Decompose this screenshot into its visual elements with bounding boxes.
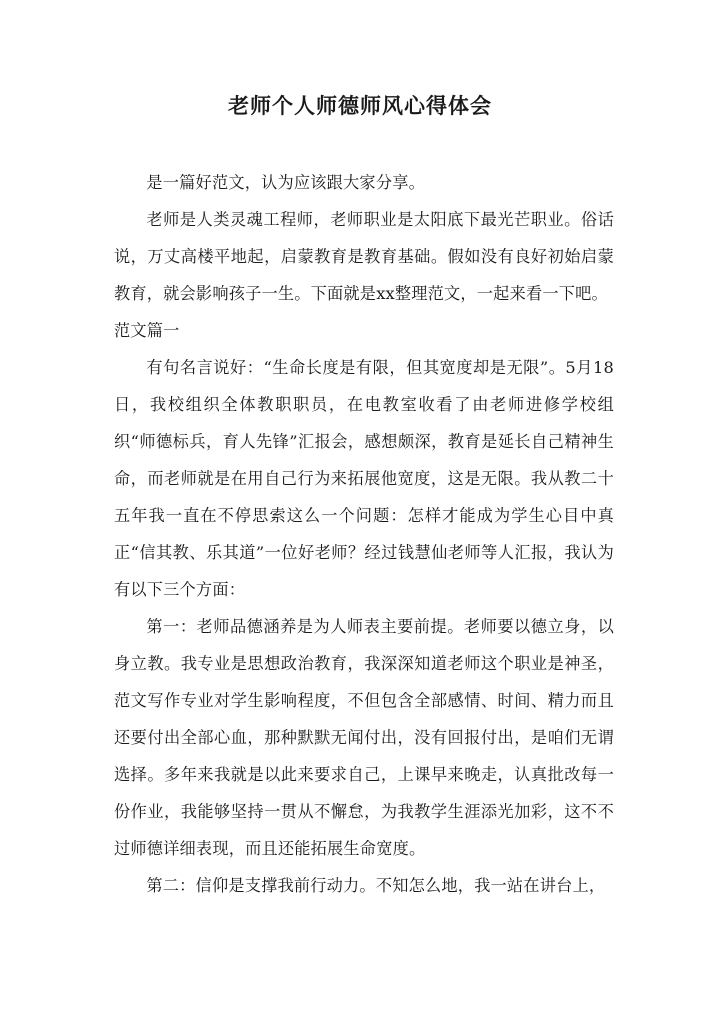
section-heading: 范文篇一 [114,321,180,340]
paragraph-quote: 有句名言说好：“生命长度是有限，但其宽度却是无限”。5月18日，我校组织全体教职职员，在电教室收看了由老师进修学校组织“师德标兵，育人先锋”汇报会，感想颇深，教育是延长自己精神生命，而老师就是在用自己行为来拓展他宽度，这是无限。我从教二十五年我一直在不停思索这么一个问题：怎样才能成为学生心目中真正“信其教、乐其道”一位好老师？经过钱慧仙老师等人汇报，我认为有以下三个方面： [114,358,614,599]
paragraph-intro: 是一篇好范文，认为应该跟大家分享。 [146,173,425,192]
document-body [114,164,614,904]
paragraph-point-two: 第二：信仰是支撑我前行动力。不知怎么地，我一站在讲台上， [146,876,606,895]
paragraph-teacher-profession: 老师是人类灵魂工程师，老师职业是太阳底下最光芒职业。俗话说，万丈高楼平地起，启蒙教育是教育基础。假如没有良好初始启蒙教育，就会影响孩子一生。下面就是xx整理范文，一起来看一下吧。 [114,210,614,303]
paragraph-point-one: 第一：老师品德涵养是为人师表主要前提。老师要以德立身，以身立教。我专业是思想政治教育，我深深知道老师这个职业是神圣，范文写作专业对学生影响程度，不但包含全部感情、时间、精力而且还要付出全部心血，那种默默无闻付出，没有回报付出，是咱们无谓选择。多年来我就是以此来要求自己，上课早来晚走，认真批改每一份作业，我能够坚持一贯从不懈怠，为我教学生涯添光加彩，这不不过师德详细表现，而且还能拓展生命宽度。 [114,617,614,858]
document-title: 老师个人师德师风心得体会 [228,93,492,118]
